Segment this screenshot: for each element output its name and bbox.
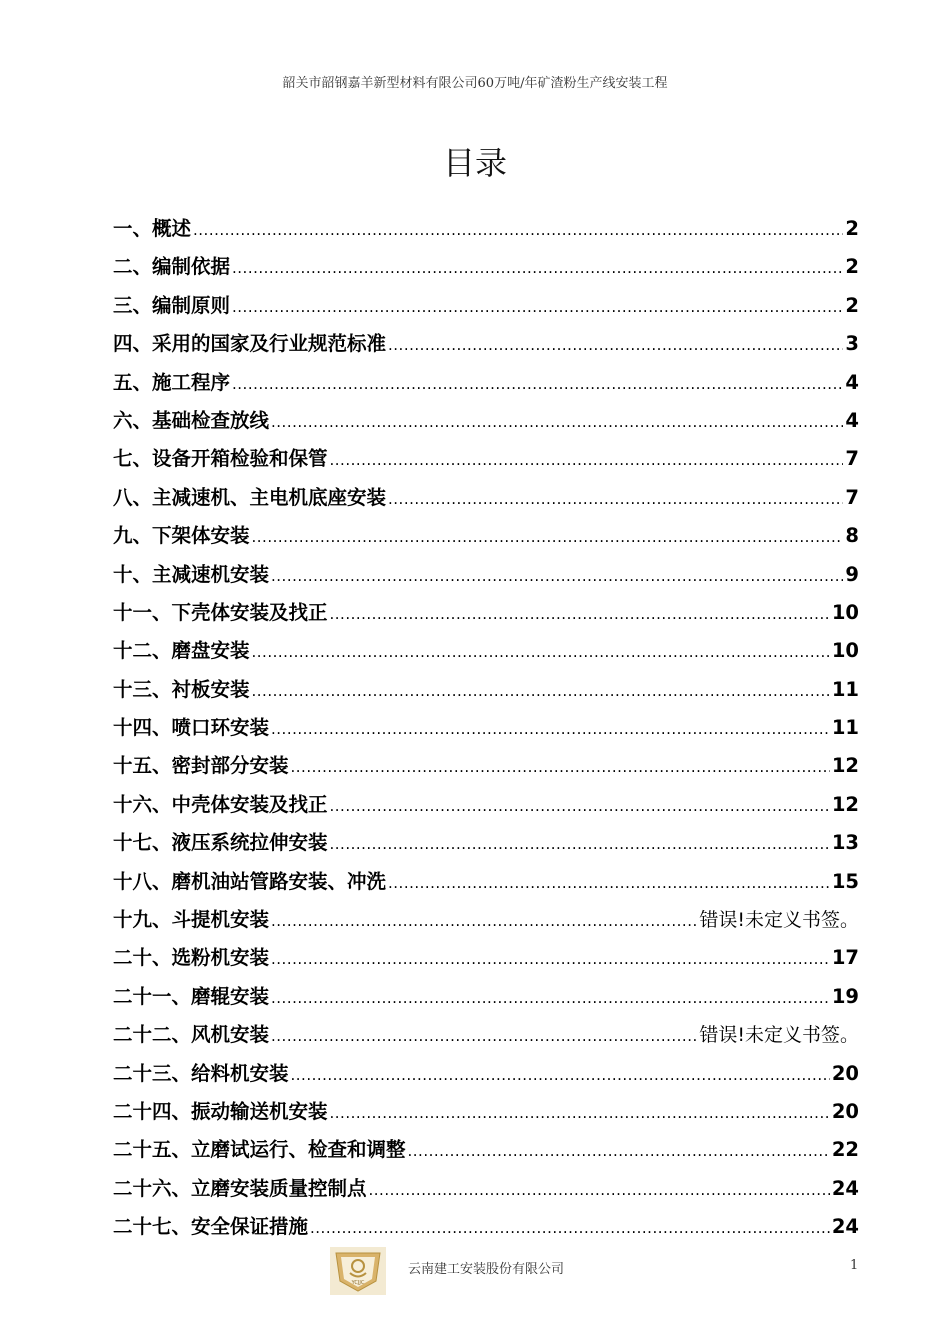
- toc-entry-label: 十九、斗提机安装: [113, 908, 270, 932]
- toc-entry-label: 七、设备开箱检验和保管: [113, 447, 328, 471]
- toc-dot-leader: [388, 480, 843, 517]
- toc-entry[interactable]: [113, 594, 859, 632]
- toc-entry-label: 十、主减速机安装: [113, 562, 270, 586]
- toc-entry[interactable]: [113, 440, 859, 478]
- toc-dot-leader: [291, 748, 830, 785]
- toc-dot-leader: [330, 1094, 830, 1131]
- toc-entry[interactable]: [113, 364, 859, 402]
- toc-dot-leader: [330, 441, 844, 478]
- toc-entry-page: 2: [845, 255, 859, 279]
- toc-entry[interactable]: [113, 709, 859, 747]
- toc-entry-page: 10: [831, 639, 859, 663]
- toc-dot-leader: [271, 979, 830, 1016]
- toc-entry-label: 二十三、给料机安装: [113, 1061, 289, 1085]
- toc-dot-leader: [388, 864, 830, 901]
- footer-page-number: 1: [850, 1258, 859, 1273]
- toc-entry[interactable]: [113, 824, 859, 862]
- toc-entry-page: 24: [831, 1215, 859, 1239]
- toc-entry-label: 十三、衬板安装: [113, 677, 250, 701]
- toc-entry-page: 10: [831, 600, 859, 624]
- toc-entry-page: 错误!未定义书签。: [699, 1024, 859, 1047]
- toc-entry-label: 二十六、立磨安装质量控制点: [113, 1176, 367, 1200]
- toc-entry[interactable]: [113, 1055, 859, 1093]
- toc-entry[interactable]: [113, 632, 859, 670]
- toc-entry-page: 12: [831, 754, 859, 778]
- toc-dot-leader: [310, 1209, 830, 1246]
- toc-dot-leader: [291, 1056, 830, 1093]
- running-header: 韶关市韶钢嘉羊新型材料有限公司60万吨/年矿渣粉生产线安装工程: [282, 76, 668, 91]
- toc-entry[interactable]: [113, 747, 859, 785]
- toc-entry-label: 二十七、安全保证措施: [113, 1215, 309, 1239]
- toc-dot-leader: [408, 1132, 830, 1169]
- toc-entry-page: 20: [831, 1061, 859, 1085]
- toc-dot-leader: [232, 288, 843, 325]
- toc-entry-page: 2: [845, 293, 859, 317]
- toc-entry-label: 二十一、磨辊安装: [113, 984, 270, 1008]
- toc-entry-label: 五、施工程序: [113, 370, 231, 394]
- toc-dot-leader: [388, 326, 843, 363]
- toc-dot-leader: [252, 672, 830, 709]
- toc-dot-leader: [252, 518, 844, 555]
- toc-entry-label: 九、下架体安装: [113, 524, 250, 548]
- toc-entry-page: 8: [845, 524, 859, 548]
- toc-dot-leader: [271, 403, 843, 440]
- toc-entry[interactable]: [113, 210, 859, 248]
- toc-entry-label: 二十、选粉机安装: [113, 946, 270, 970]
- toc-entry[interactable]: [113, 939, 859, 977]
- toc-entry-label: 十一、下壳体安装及找正: [113, 600, 328, 624]
- toc-entry-label: 四、采用的国家及行业规范标准: [113, 332, 387, 356]
- toc-entry-label: 十八、磨机油站管路安装、冲洗: [113, 869, 387, 893]
- toc-entry-label: 二十二、风机安装: [113, 1023, 270, 1047]
- toc-dot-leader: [271, 1017, 697, 1054]
- toc-entry-page: 22: [831, 1138, 859, 1162]
- toc-entry[interactable]: [113, 863, 859, 901]
- toc-entry-page: 12: [831, 792, 859, 816]
- toc-entry-label: 十五、密封部分安装: [113, 754, 289, 778]
- toc-entry-page: 20: [831, 1099, 859, 1123]
- toc-entry[interactable]: [113, 671, 859, 709]
- toc-entry-label: 八、主减速机、主电机底座安装: [113, 485, 387, 509]
- toc-entry-label: 二十五、立磨试运行、检查和调整: [113, 1138, 406, 1162]
- toc-entry-label: 六、基础检查放线: [113, 408, 270, 432]
- svg-text:YCJJC: YCJJC: [351, 1280, 365, 1286]
- company-logo: [330, 1247, 386, 1295]
- toc-entry[interactable]: [113, 786, 859, 824]
- toc-dot-leader: [369, 1171, 830, 1208]
- toc-entry[interactable]: [113, 978, 859, 1016]
- toc-entry-label: 三、编制原则: [113, 293, 231, 317]
- toc-entry[interactable]: [113, 556, 859, 594]
- toc-entry[interactable]: [113, 287, 859, 325]
- toc-entry-label: 二、编制依据: [113, 255, 231, 279]
- toc-entry-page: 13: [831, 831, 859, 855]
- toc-entry-page: 7: [845, 485, 859, 509]
- toc-entry[interactable]: [113, 479, 859, 517]
- toc-entry-label: 十二、磨盘安装: [113, 639, 250, 663]
- toc-entry-label: 一、概述: [113, 217, 192, 240]
- toc-entry-page: 15: [831, 869, 859, 893]
- toc-entry-label: 十四、喷口环安装: [113, 716, 270, 740]
- toc-entry[interactable]: [113, 248, 859, 286]
- toc-entry-page: 11: [831, 677, 859, 701]
- page-title: 目录: [442, 144, 507, 182]
- toc-entry-page: 19: [831, 984, 859, 1008]
- toc-dot-leader: [271, 902, 697, 939]
- toc-entry[interactable]: [113, 1170, 859, 1208]
- toc-entry-label: 十六、中壳体安装及找正: [113, 792, 328, 816]
- footer-company-name: 云南建工安装股份有限公司: [408, 1262, 565, 1277]
- toc-entry[interactable]: [113, 1093, 859, 1131]
- toc-entry-page: 4: [845, 408, 859, 432]
- toc-dot-leader: [330, 595, 830, 632]
- toc-entry-page: 错误!未定义书签。: [699, 909, 859, 932]
- toc-entry-page: 24: [831, 1176, 859, 1200]
- toc-dot-leader: [330, 825, 830, 862]
- toc-dot-leader: [193, 211, 843, 248]
- toc-entry-page: 4: [845, 370, 859, 394]
- toc-entry-label: 二十四、振动输送机安装: [113, 1099, 328, 1123]
- toc-dot-leader: [271, 940, 830, 977]
- toc-entry[interactable]: [113, 1208, 859, 1246]
- toc-dot-leader: [232, 249, 843, 286]
- toc-entry-page: 2: [845, 217, 859, 240]
- toc-dot-leader: [271, 557, 843, 594]
- toc-entry[interactable]: [113, 1016, 859, 1054]
- toc-entry-page: 9: [845, 562, 859, 586]
- toc-entry[interactable]: [113, 325, 859, 363]
- table-of-contents: [113, 210, 859, 1247]
- toc-dot-leader: [252, 633, 830, 670]
- toc-entry-label: 十七、液压系统拉伸安装: [113, 831, 328, 855]
- toc-entry[interactable]: [113, 402, 859, 440]
- toc-entry[interactable]: [113, 517, 859, 555]
- toc-entry[interactable]: [113, 901, 859, 939]
- toc-dot-leader: [271, 710, 830, 747]
- toc-entry[interactable]: [113, 1131, 859, 1169]
- toc-entry-page: 11: [831, 716, 859, 740]
- toc-dot-leader: [330, 787, 830, 824]
- toc-entry-page: 17: [831, 946, 859, 970]
- toc-entry-page: 3: [845, 332, 859, 356]
- toc-dot-leader: [232, 365, 843, 402]
- toc-entry-page: 7: [845, 447, 859, 471]
